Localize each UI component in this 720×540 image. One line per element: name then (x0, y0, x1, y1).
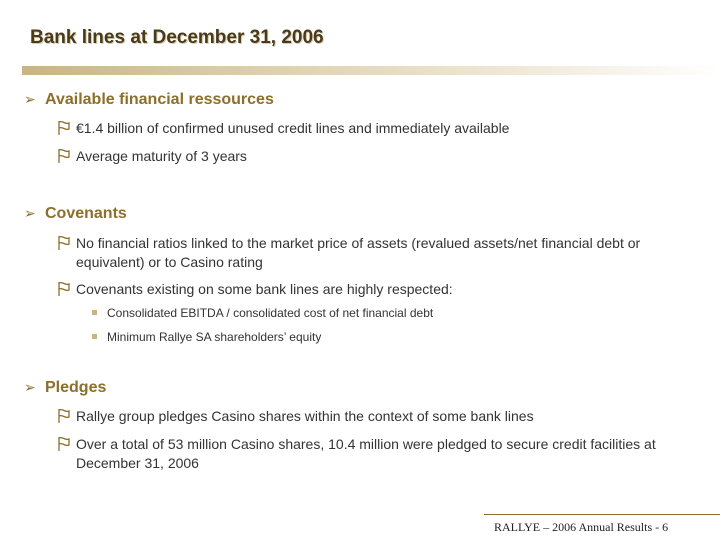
arrow-bullet-icon: ➢ (24, 205, 36, 221)
flag-bullet-icon (57, 120, 71, 136)
square-bullet-icon (92, 310, 97, 315)
bullet-item (57, 234, 707, 272)
section-heading-available-resources (24, 91, 274, 109)
bullet-text: €1.4 billion of confirmed unused credit lines and immediately available (76, 120, 510, 136)
sub-bullet-item (92, 306, 433, 320)
bullet-text: Rallye group pledges Casino shares within the context of some bank lines (76, 408, 534, 424)
bullet-item (57, 435, 677, 473)
bullet-text: Covenants existing on some bank lines are highly respected: (76, 281, 453, 297)
sub-bullet-item (92, 330, 321, 344)
arrow-bullet-icon: ➢ (24, 91, 36, 107)
section-heading-text: Covenants (45, 205, 127, 222)
flag-bullet-icon (57, 148, 71, 164)
sub-bullet-text: Minimum Rallye SA shareholders’ equity (107, 330, 322, 344)
title-underline-bar (22, 66, 720, 75)
section-heading-text: Pledges (45, 379, 107, 396)
square-bullet-icon (92, 334, 97, 339)
flag-bullet-icon (57, 281, 71, 297)
bullet-item (57, 280, 697, 299)
sub-bullet-text: Consolidated EBITDA / consolidated cost of net financial debt (107, 306, 434, 320)
bullet-item (57, 147, 697, 166)
arrow-bullet-icon: ➢ (24, 379, 36, 395)
bullet-text: No financial ratios linked to the market price of assets (revalued assets/net financial debt or equivalent) or to Casino rating (76, 235, 641, 270)
page-title: Bank lines at December 31, 2006 (30, 27, 324, 48)
bullet-item (57, 119, 697, 138)
footer-divider (484, 514, 720, 515)
section-heading-covenants (24, 205, 127, 223)
bullet-text: Average maturity of 3 years (76, 148, 247, 164)
footer-text: RALLYE – 2006 Annual Results - 6 (494, 520, 669, 534)
flag-bullet-icon (57, 436, 71, 452)
section-heading-pledges (24, 379, 106, 397)
flag-bullet-icon (57, 235, 71, 251)
bullet-text: Over a total of 53 million Casino shares, 10.4 million were pledged to secure credit facilities at December 31, 2006 (76, 436, 656, 471)
section-heading-text: Available financial ressources (45, 91, 274, 108)
bullet-item (57, 407, 697, 426)
flag-bullet-icon (57, 408, 71, 424)
